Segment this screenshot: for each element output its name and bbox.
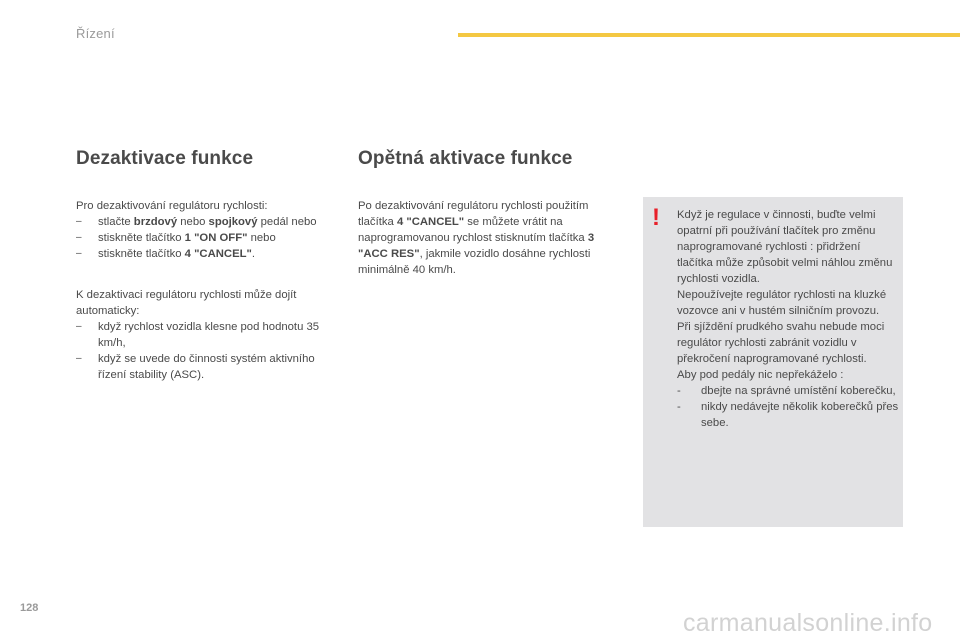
list-item: ‒ když se uvede do činnosti systém aktivního řízení stability (ASC).	[76, 353, 315, 381]
dash-icon: -	[677, 385, 681, 397]
reactivation-text: Po dezaktivování regulátoru rychlosti použitím tlačítka 4 "CANCEL" se můžete vrátit na naprogramovanou rychlost stisknutím tlačítka 3 "ACC RES", jakmile vozidlo dosáhne rychlosti minimálně 40 km/h.	[358, 200, 595, 276]
warning-icon: !	[652, 204, 660, 231]
bullet-icon: ‒	[76, 321, 82, 332]
page-number: 128	[20, 602, 39, 614]
list-item: ‒ když rychlost vozidla klesne pod hodnotu 35 km/h,	[76, 321, 320, 349]
heading-reactivation: Opětná aktivace funkce	[358, 148, 573, 169]
section-title: Řízení	[76, 26, 115, 41]
list-item: - dbejte na správné umístění koberečku,	[677, 385, 896, 397]
dash-icon: -	[677, 401, 681, 413]
heading-deactivation: Dezaktivace funkce	[76, 148, 254, 169]
list-item: ‒ stiskněte tlačítko 1 "ON OFF" nebo	[76, 232, 276, 244]
reactivation-column	[358, 198, 626, 278]
deactivation-column	[76, 198, 346, 383]
warning-line: Aby pod pedály nic nepřekáželo :	[677, 369, 844, 381]
bullet-icon: ‒	[76, 216, 82, 227]
warning-line: Při sjíždění prudkého svahu nebude moci regulátor rychlosti zabránit vozidlu v překročení naprogramované rychlosti.	[677, 321, 885, 365]
watermark: carmanualsonline.info	[683, 609, 933, 637]
bullet-icon: ‒	[76, 232, 82, 243]
bullet-icon: ‒	[76, 248, 82, 259]
warning-text	[677, 207, 899, 431]
list-item: - nikdy nedávejte několik koberečků přes sebe.	[677, 401, 899, 429]
header-accent-bar	[458, 33, 960, 37]
warning-line: Když je regulace v činnosti, buďte velmi opatrní při používání tlačítek pro změnu naprogramované rychlosti : přidržení tlačítka může způsobit velmi náhlou změnu rychlosti vozidla.	[677, 209, 893, 285]
list-item: ‒ stlačte brzdový nebo spojkový pedál nebo	[76, 216, 317, 228]
warning-line: Nepoužívejte regulátor rychlosti na kluzké vozovce ani v hustém silničním provozu.	[677, 289, 887, 317]
bullet-icon: ‒	[76, 353, 82, 364]
list-item: ‒ stiskněte tlačítko 4 "CANCEL".	[76, 248, 255, 260]
deactivation-intro: Pro dezaktivování regulátoru rychlosti:	[76, 200, 268, 212]
auto-deactivation-intro: K dezaktivaci regulátoru rychlosti může dojít automaticky:	[76, 289, 297, 317]
